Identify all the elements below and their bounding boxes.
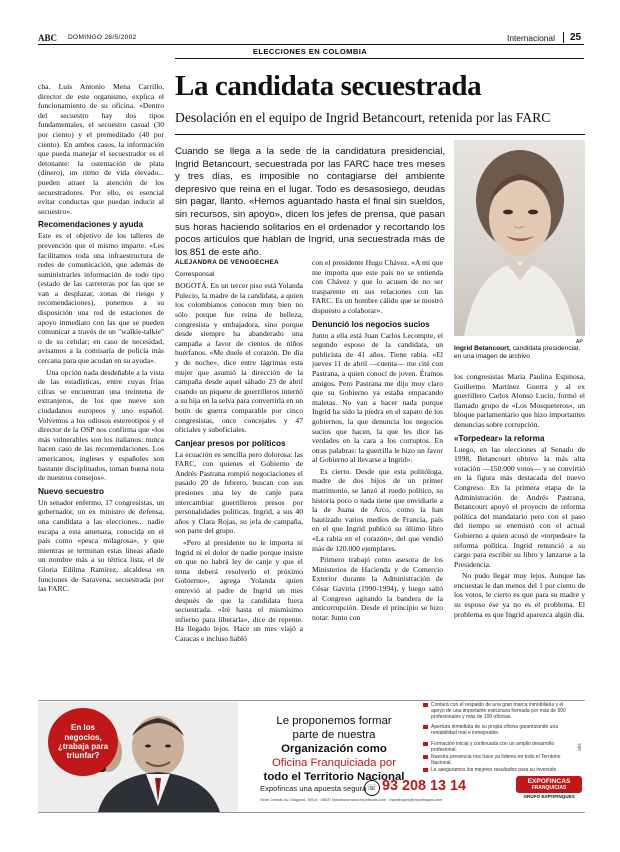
col3-paragraph-1: con el presidente Hugo Chávez. «A mí que me importa que este país no se entienda con Chávez y que lo acusen de no ser trasparente en sus relaciones con las FARC. Es un hombre cálido que se mostró dispuesto a colaborar». xyxy=(312,258,443,315)
col1-paragraph-4: Un senador enfermo, 17 congresistas, un gobernador, un ex ministro de defensa, una candidata a las elecciones... nadie escapa a esta amenaza, conocida en el país como «pesca milagrosa», y que mientras se terminan estas líneas añade un nombre más a su tétrica lista, el de Gloria Edilma Ramírez, alcaldesa en funciones de Saravena, secuestrada por las FARC. xyxy=(38,497,164,594)
ad-headline xyxy=(244,714,424,784)
col1-paragraph-1: cha. Luis Antonio Mena Carrillo, director de este organismo, explica el funcionamiento de su oficina. «Dentro del secuestro hay dos tipos fundamentales, el secuestro casual (30 por ciento) y el premeditado (40 por ciento). En ambos casos, la información que pueda manejar el secuestrador es el detonante: la ostentación de plata (dinero), un ritmo de vida elevado... pueden atraer la atención de los secuestradores. Por ello, es esencial evitar conductas que puedan inducir al secuestro». xyxy=(38,82,164,216)
caption-text: candidata presidencial, en una imagen de archivo xyxy=(454,345,581,361)
ad-logo-name: EXPOFINCAS xyxy=(527,778,571,785)
ad-address: Sede Central: Av. Diagonal, 359-A · 08037 Barcelona www.expofincas.com · expofinques@expofinques.com xyxy=(260,798,443,802)
col3-paragraph-2: Junto a ella está Juan Carlos Lecompte, el segundo esposo de la candidata, un publicista de 41 años. Tiene rabia. «El jueves 11 de abril —cuenta— me cité con Pastrana, a quien conocí de joven. Éramos amigos. Pero Pastrana me dijo muy claro que su Gobierno ya estaba empacando maletas. No van a hacer nada porque Ingrid ha sido la piedra en el zapato de los gobiernos, la que denuncia los negocios sucios que hacen, la que les dice las verdades en la cara a los corruptos. En otras palabras: la guerrilla le hizo un favor al Gobierno al llevarse a Ingrid». xyxy=(312,330,443,465)
headline: La candidata secuestrada xyxy=(175,70,482,102)
column-1 xyxy=(38,82,164,688)
ad-side-code: abc xyxy=(577,742,584,752)
ad-tagline: Expofincas una apuesta segura xyxy=(260,784,367,793)
ad-line-4: Oficina Franquiciada por xyxy=(271,757,397,769)
ad-logo-box xyxy=(516,776,582,793)
col2-paragraph-2: La ecuación es sencilla pero dolorosa: las FARC, con quienes el Gobierno de Andrés Pastrana rompió negociaciones el pasado 20 de febrero, buscan con sus presiones una ley de canje para intercambiar guerrilleros presos por personalidades políticas. Ingrid, a sus 40 años y Clara Rojas, su jefa de campaña, son parte del grupo. xyxy=(175,449,303,536)
advertisement xyxy=(38,702,585,812)
col3-paragraph-3: Es cierto. Desde que esta politóloga, madre de dos hijos de un primer matrimonio, se lanzó al ruedo político, su historia poco o nada tiene que envidiarle a la de Juana de Arco, como la han bautizado varios medios de Francia, país en el que Ingrid publicó su último libro «La rabia en el corazón», del que vendió más de 120.000 ejemplares. xyxy=(312,466,443,553)
ad-benefit-3: Formación inicial y continuada con un amplio desarrollo profesional. xyxy=(431,741,571,753)
column-3 xyxy=(312,258,443,688)
ad-logo-sub: FRANQUICIAS xyxy=(531,785,567,791)
byline: ALEJANDRA DE VENGOECHEA xyxy=(175,259,279,266)
ad-bubble-text: En los negocios, ¿trabaja para triunfar? xyxy=(57,723,109,761)
section-label: Internacional xyxy=(507,33,555,43)
col2-paragraph-3: «Pero al presidente no le importa ni Ingrid ni el dolor de nadie porque insiste en que no habrá ley de canje y que el tema deberá resolverlo el próximo Gobierno», agrega Yolanda quien entrevió al padre de Ingrid un mes después de que la candidata fuera secuestrada. «Iré hasta el mismísimo infierno para liberarla», dice de repente. Ha llegado lejos. Hace un mes viajó a Caracas e incluso habló xyxy=(175,538,303,643)
category-label: ELECCIONES EN COLOMBIA xyxy=(252,47,368,56)
candidate-photo xyxy=(454,140,585,336)
phone-icon: ☏ xyxy=(364,780,380,796)
brand-label: ABC xyxy=(38,33,58,43)
ad-line-5: todo el Territorio Nacional xyxy=(263,771,405,783)
ad-line-3: Organización como xyxy=(281,743,387,755)
subheadline: Desolación en el equipo de Ingrid Betancourt, retenida por las FARC xyxy=(175,110,551,125)
photo-credit: AP xyxy=(576,339,583,345)
header-rule xyxy=(38,44,584,45)
col4-paragraph-2: Luego, en las elecciones al Senado de 1998, Betancourt obtuvo la más alta votación —150.000 votos— y se convirtió en la figura más destacada del nuevo Congreso. En la primera etapa de la Administración de Andrés Pastrana, Betancourt apoyó el proyecto de reforma política del mandatario pero con el paso del tiempo se enemistó con el actual Gobierno a quien acusó de «torpedear» la reforma política. Ingrid renunció a su cargo para escribir su libro y lanzarse a la Presidencia. xyxy=(454,444,585,569)
col1-paragraph-2: Este es el objetivo de los talleres de prevención que el mismo imparte. «Les facilitamos toda una infraestructura de redes de comunicación, que además de suministrarles información de todo tipo (estado de las carreteras por las que se van a desplazar, zonas de riesgo y recomendaciones), ponemos a su disposición una red de estaciones de apoyo inmediato con las que se pueden comunicar a través de un "walkie-talkie" o de su celular; en caso de necesidad, avisamos a la comisaría de policía más cercana para que acudan en su ayuda». xyxy=(38,231,164,366)
col1-paragraph-3: Una opción nada desdeñable a la vista de las estadísticas, entre cuyas frías cifras se encuentran una treintena de extranjeros, de los que nueve son ciudadanos europeos y uno español. Volvemos a los odiosos estereotipos y el director de la OSP nos confirma que «los más vulnerables son los italianos: nunca hacen caso de las recomendaciones. Los americanos, ingleses y españoles son bastante disciplinados, toman buena nota de nuestros consejos». xyxy=(38,367,164,483)
ad-bubble xyxy=(48,708,118,776)
ad-logo-group: GRUPO EXPOFINQUES xyxy=(523,794,575,799)
ad-benefit-4: Nuestra presencia nos hace ya líderes en todo el Territorio Nacional. xyxy=(431,754,571,766)
col4-paragraph-1: los congresistas María Paulina Espinosa, Guillermo Martínez Guerra y al ex guerrillero Carlos Alonso Lucio, formó el llamado grupo de «Los Mosqueteros», un bloque parlamentario que hizo importantes denuncias sobre corrupción. xyxy=(454,372,585,429)
photo-caption xyxy=(454,345,585,362)
col3-paragraph-4: Primero trabajó como asesora de los Ministerios de Hacienda y de Comercio Exterior durante la Administración de César Gaviria (1990-1994), y luego saltó al Congreso agitando la bandera de la anticorrupción. Desde el principio se hizo notar. Junto con xyxy=(312,555,443,622)
issue-date: DOMINGO 26/5/2002 xyxy=(68,34,137,41)
col1-heading-2: Nuevo secuestro xyxy=(38,486,104,496)
ad-logo xyxy=(516,776,582,799)
col1-heading-1: Recomendaciones y ayuda xyxy=(38,220,144,230)
ad-benefit-1: Contará con el respaldo de una gran marca inmobiliaria y el apoyo de una importante estructura formada por más de 500 profesionales y más de 100 oficinas. xyxy=(431,702,571,721)
page-number: 25 xyxy=(570,32,582,43)
ad-top-rule xyxy=(38,700,585,701)
col4-paragraph-3: No pudo llegar muy lejos. Aunque las encuestas le dan menos del 1 por ciento de los votos, le cierto es que para su madre y su esposo ése ya no es el problema. El problema es que Ingrid aparezca algún día. xyxy=(454,571,585,619)
lead-paragraph: Cuando se llega a la sede de la candidatura presidencial, Ingrid Betancourt, secuestrada por las FARC hace tres meses y tres días, es imposible no contagiarse del ambiente depresivo que reina en el lugar. Todo es desasosiego, deudas sin pagar, llanto. «Hemos aguantado hasta el final sin sueldos, sin recursos, sin apoyo», dicen los jefes de prensa, que pasan sus horas haciendo solitarios en el ordenador y recortando los pocos artículos que hablan de Ingrid, una secuestrada más de los 851 de este año. xyxy=(175,146,445,258)
ad-line-1: Le proponemos formar xyxy=(276,715,392,727)
col2-heading-1: Canjear presos por políticos xyxy=(175,438,286,448)
caption-name: Ingrid Betancourt, xyxy=(454,345,511,352)
ad-bottom-rule xyxy=(38,812,585,813)
column-4 xyxy=(454,372,585,688)
byline-role: Corresponsal xyxy=(175,270,215,278)
ad-benefit-2: Apertura inmediata de su propia oficina garantizando una rentabilidad real e inmejorable. xyxy=(431,724,571,736)
col4-heading-1: «Torpedear» la reforma xyxy=(454,433,545,443)
col2-paragraph-1: BOGOTÁ. En un tercer piso está Yolanda Pulecio, la madre de la candidata, a quien los colombianos conocen muy bien no sólo porque fue reina de belleza, congresista y embajadora, sino porque desde siempre ha abanderado una campaña a favor de cientos de niños huérfanos. «Me duele el corazón. De día y de noche», dice entre lágrimas esta mujer que asumió la dirección de la campaña desde aquel sábado 23 de abril cuando un piquete de guerrilleros internó a su hija en la selva para convertirla en un botín de guerra comparable por cinco congresistas, once concejales y 47 oficiales y suboficiales. xyxy=(175,281,303,435)
ad-phone: 93 208 13 14 xyxy=(382,778,467,794)
header-separator xyxy=(563,32,564,43)
col3-heading-1: Denunció los negocios sucios xyxy=(312,319,430,329)
column-2 xyxy=(175,258,303,688)
subhead-rule xyxy=(175,134,585,135)
ad-benefit-5: Le aseguramos los mejores resultados para su inversión. xyxy=(431,767,571,773)
category-rule xyxy=(175,58,584,59)
ad-line-2: parte de nuestra xyxy=(292,729,376,741)
